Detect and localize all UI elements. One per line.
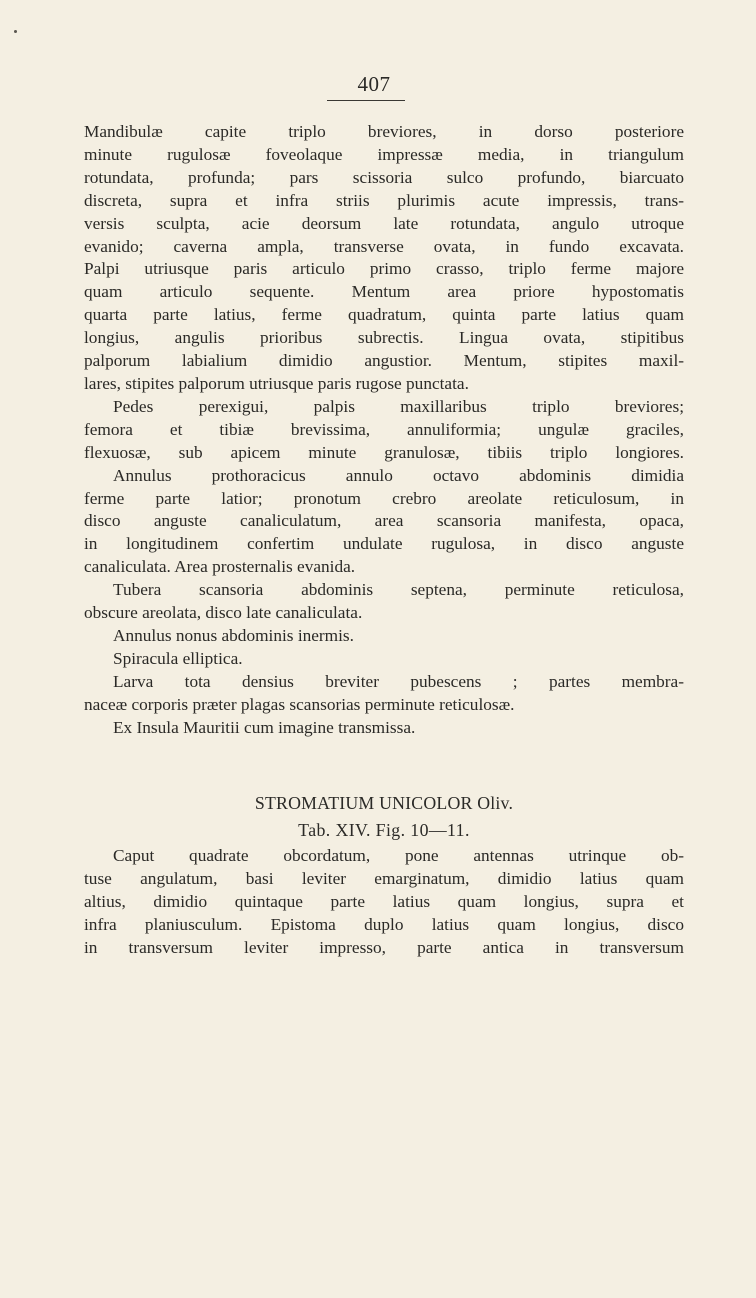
annulus-nonus-line: Annulus nonus abdominis inermis. xyxy=(113,625,354,645)
page-number-rule xyxy=(327,100,405,101)
text-line: ferme parte latior; pronotum crebro areolate reticulosum, in xyxy=(84,488,684,508)
text-line: lares, stipites palporum utriusque paris rugose punctata. xyxy=(84,373,469,393)
text-line: palporum labialium dimidio angustior. Mentum, stipites maxil- xyxy=(84,351,684,371)
provenance-line: Ex Insula Mauritii cum imagine transmissa. xyxy=(113,717,416,737)
text-line: in longitudinem confertim undulate rugulosa, in disco anguste xyxy=(84,534,684,554)
description-paragraph xyxy=(84,121,684,396)
text-line: rotundata, profunda; pars scissoria sulco profundo, biarcuato xyxy=(84,167,684,187)
text-line: Palpi utriusque paris articulo primo crasso, triplo ferme majore xyxy=(84,259,684,279)
pedes-paragraph xyxy=(84,396,684,465)
text-line: in transversum leviter impresso, parte antica in transversum xyxy=(84,938,684,958)
page-number: 407 xyxy=(357,72,391,96)
text-line: tuse angulatum, basi leviter emarginatum, dimidio latius quam xyxy=(84,869,684,889)
section-gap xyxy=(84,739,684,792)
text-line: quam articulo sequente. Mentum area priore hypostomatis xyxy=(84,282,684,302)
text-line: minute rugulosæ foveolaque impressæ media, in triangulum xyxy=(84,144,684,164)
text-line: obscure areolata, disco late canaliculata. xyxy=(84,603,363,623)
text-line: naceæ corporis præter plagas scansorias perminute reticulosæ. xyxy=(84,694,515,714)
text-column xyxy=(84,121,684,960)
text-line: quarta parte latius, ferme quadratum, quinta parte latius quam xyxy=(84,305,684,325)
text-line: Larva tota densius breviter pubescens ; partes membra- xyxy=(113,671,684,691)
text-line: Tubera scansoria abdominis septena, perminute reticulosa, xyxy=(113,580,684,600)
species-heading: STROMATIUM UNICOLOR Oliv. xyxy=(254,793,514,814)
text-line: flexuosæ, sub apicem minute granulosæ, tibiis triplo longiores. xyxy=(84,442,684,462)
text-line: altius, dimidio quintaque parte latius quam longius, supra et xyxy=(84,892,684,912)
annulus-paragraph xyxy=(84,465,684,580)
larva-paragraph xyxy=(84,671,684,717)
text-line: infra planiusculum. Epistoma duplo latius quam longius, disco xyxy=(84,915,684,935)
text-line: discreta, supra et infra striis plurimis acute impressis, trans- xyxy=(84,190,684,210)
text-line: Mandibulæ capite triplo breviores, in dorso posteriore xyxy=(84,122,684,141)
text-line: disco anguste canaliculatum, area scansoria manifesta, opaca, xyxy=(84,511,684,531)
tubera-paragraph xyxy=(84,579,684,625)
ink-speck xyxy=(14,30,17,33)
text-line: femora et tibiæ brevissima, annuliformia; ungulæ graciles, xyxy=(84,419,684,439)
text-line: Annulus prothoracicus annulo octavo abdominis dimidia xyxy=(113,465,684,485)
text-line: canaliculata. Area prosternalis evanida. xyxy=(84,557,356,577)
spiracula-line: Spiracula elliptica. xyxy=(113,648,243,668)
text-line: versis sculpta, acie deorsum late rotundata, angulo utroque xyxy=(84,213,684,233)
text-line: longius, angulis prioribus subrectis. Lingua ovata, stipitibus xyxy=(84,328,684,348)
text-line: Caput quadrate obcordatum, pone antennas utrinque ob- xyxy=(113,846,684,866)
plate-reference: Tab. XIV. Fig. 10—11. xyxy=(298,820,470,841)
caput-paragraph xyxy=(84,845,684,960)
text-line: Pedes perexigui, palpis maxillaribus triplo breviores; xyxy=(113,396,684,416)
text-line: evanido; caverna ampla, transverse ovata, in fundo excavata. xyxy=(84,236,684,256)
